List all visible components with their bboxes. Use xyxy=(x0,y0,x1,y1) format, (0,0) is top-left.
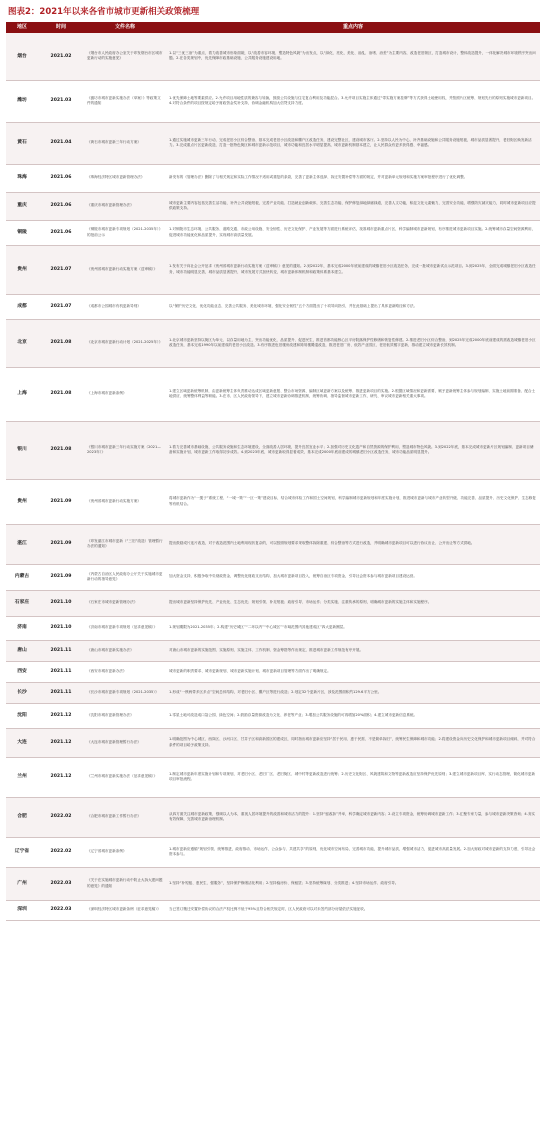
row-document-name: 《北京市城市更新行动计划（2021-2025年）》 xyxy=(84,319,166,367)
row-key-content: 对唐山市城市更新的实施范围、实施原则、实施主体、工作机制、资金筹措等作出规定，推进城市更新工作规范有序开展。 xyxy=(166,640,540,661)
row-time: 2021.12 xyxy=(38,757,84,797)
header-document-name: 文件名称 xyxy=(84,22,166,33)
table-row xyxy=(6,164,540,192)
row-key-content: 1.通过实施城市更新三年行动，完成老旧小区综合整治、基本完成老旧小区改造和棚户区改造任务，建设完整社区，建设城市客厅。2.坚持以人民为中心，补齐基础设施和公共服务设施短板，城市品质显著提升，老旧街区焕发新活力。3.完成重点片区更新改造，打造一批特色街区和城市更新示范项目，城市功能和宜居水平明显提高，城市更新机制基本建立，让人民群众有更多获得感、幸福感。 xyxy=(166,122,540,164)
row-time: 2021.10 xyxy=(38,590,84,616)
row-time: 2021.03 xyxy=(38,80,84,122)
row-key-content: 提出鼓励成片连片改造，对于改造范围内土地利用现状复杂的，可以按照规划要求采取整体拆除重建、综合整治等方式进行改造，并明确城市更新项目可以进行协议出让、公开出让等方式供地。 xyxy=(166,524,540,564)
table-body xyxy=(6,33,540,920)
table-row xyxy=(6,245,540,294)
row-document-name: 《潍坊市城市更新实施办法（草案）》等政策文件的通知 xyxy=(84,80,166,122)
table-row xyxy=(6,479,540,524)
row-city: 铜陵 xyxy=(6,220,38,245)
row-time: 2021.11 xyxy=(38,682,84,703)
row-document-name: 《黄石市城市更新三年行动方案》 xyxy=(84,122,166,164)
row-key-content: 1.城市更新应遵循“规划引领、统筹推进，政府推动、市场运作，公众参与、共建共享”的原则，优化城市空间布局，完善城市功能，提升城市品质，增强城市活力，促进城市高质量发展。2.加大财政对城市更新的支持力度，引导社会资本参与。 xyxy=(166,837,540,867)
row-time: 2021.06 xyxy=(38,192,84,220)
row-time: 2022.02 xyxy=(38,837,84,867)
table-row xyxy=(6,80,540,122)
row-time: 2021.07 xyxy=(38,245,84,294)
row-city: 合肥 xyxy=(6,797,38,837)
row-city: 长沙 xyxy=(6,682,38,703)
row-key-content: 将城市更新作为“一揽子”系统工程、“一城一策”“一区一策”建设目标，结合城市体检工作和国土空间规划，科学编制城市更新规划和年度实施计划，推进城市更新与城市产业转型升级、功能完善、品质提升、历史文化保护、生态修复等有机结合。 xyxy=(166,479,540,524)
row-time: 2021.11 xyxy=(38,640,84,661)
table-row xyxy=(6,728,540,757)
table-row xyxy=(6,797,540,837)
row-document-name: 《重庆市城市更新管理办法》 xyxy=(84,192,166,220)
row-city: 内蒙古 xyxy=(6,564,38,590)
table-row xyxy=(6,122,540,164)
header-key-content: 重点内容 xyxy=(166,22,540,33)
table-row xyxy=(6,900,540,920)
header-time: 时间 xyxy=(38,22,84,33)
table-row xyxy=(6,757,540,797)
row-time: 2022.02 xyxy=(38,797,84,837)
row-key-content: 新发布的《管理办法》删除了与相关规定和实际工作情况不适用或重复的条款，完善了更新主体选择、拆迁安置补偿等方面的规定，并对更新单元规划和实施方案审批程序进行了优化调整。 xyxy=(166,164,540,192)
table-row xyxy=(6,564,540,590)
table-row xyxy=(6,319,540,367)
row-city: 潍坊 xyxy=(6,80,38,122)
row-document-name: 《大连市城市更新管理暂行办法》 xyxy=(84,728,166,757)
row-document-name: 《内蒙古自治区人民政府办公厅关于实施城市更新行动的指导意见》 xyxy=(84,564,166,590)
table-row xyxy=(6,367,540,421)
row-city: 贵州 xyxy=(6,479,38,524)
row-time: 2021.08 xyxy=(38,421,84,479)
row-key-content: 1.零星土地可改造成口袋公园、绿色空间；2.鼓励存量资源改造为文化、养老等产业；3.增加公共服务设施的可再增加20%面积；4.建立城市更新信息系统。 xyxy=(166,703,540,728)
row-key-content: 1.制定城市更新年度实施计划和专项规划，对老旧小区、老旧厂区、老旧街区、城中村等更新改造进行统筹；2.历史文化街区、风貌建筑和文物等更新改造应坚持保护优先原则；3.建立城市更新项目库，实行动态管理，简化城市更新项目审批流程。 xyxy=(166,757,540,797)
row-document-name: 《石家庄市城市更新管理办法》 xyxy=(84,590,166,616)
table-row xyxy=(6,837,540,867)
row-time: 2021.08 xyxy=(38,319,84,367)
row-city: 广州 xyxy=(6,867,38,900)
row-time: 2021.12 xyxy=(38,728,84,757)
table-row xyxy=(6,33,540,80)
row-document-name: 《深圳经济特区城市更新条例（征求意见稿）》 xyxy=(84,900,166,920)
row-city: 黄石 xyxy=(6,122,38,164)
row-document-name: 《铜陵市城市更新专项规划（2021-2035年）》的批前公示 xyxy=(84,220,166,245)
row-document-name: 《贵州省城市更新行动实施方案》 xyxy=(84,479,166,524)
row-city: 珠海 xyxy=(6,164,38,192)
row-key-content: 提出城市更新坚持保护优先、产业优化、生态优先；规划引领、补足短板；政府引导、市场运作；分类实施、注重传承的原则，明确城市更新的实施主体和实施程序。 xyxy=(166,590,540,616)
table-row xyxy=(6,703,540,728)
policy-table xyxy=(6,22,540,921)
table-row xyxy=(6,661,540,682)
row-key-content: 以“保护历史文化、优化功能业态、完善公共服务、美化城市环境、强化安全韧性”五个方面提出了十项导向指引，并在此基础上提出了具体更新路径和方法。 xyxy=(166,294,540,319)
row-document-name: 《贵州省城市更新行动实施方案（送审稿）》 xyxy=(84,245,166,294)
row-document-name: 《辽宁省城市更新条例》 xyxy=(84,837,166,867)
row-time: 2021.04 xyxy=(38,122,84,164)
row-city: 西安 xyxy=(6,661,38,682)
row-key-content: 1.坚持“补短板、惠民生、强服务”，坚持保护修缮活化利用；2.坚持稳房价、保租赁；3.坚持统筹谋划、分类推进；4.坚持市场运作、政府引导。 xyxy=(166,867,540,900)
row-key-content: 1.以“三优三治”为重点，着力改善城市形象面貌，以“改善市容环境、塑造特色风貌”为出发点，以“绿化、亮化、美化、治乱、治堵、治差”为主要内容，改造老旧街区，打造城市设计，整体改造提升，一体化解决城市环境秩序突出问题。2.在各类规划中，优先保障市政基础设施、公共服务设施建设用地。 xyxy=(166,33,540,80)
row-key-content: 1.明确范围为中心城区、西岗区、沙河口区、甘井子区和高新园区的建成区，同时指出城市更新应坚持“居于民用、惠于民需、不是简单拆旧”，统筹民生保障和城市功能；2.将建设资金向历史文化保护和城市更新项目倾斜，并对符合条件的项目给予政策支持。 xyxy=(166,728,540,757)
row-time: 2021.06 xyxy=(38,220,84,245)
row-city: 大连 xyxy=(6,728,38,757)
row-key-content: 1.北京城市更新坚持以街区为单元、以存量用地为主，突出功能优化、品质提升、促进民生，推进首都功能核心区平房院落保护性修缮和恢复性修建。2.推进老旧小区综合整治，到2025年完成2000年底前建成的需改造城镇老旧小区改造任务，基本完成1990年以前建成的老旧小区改造。3.有序推进危旧楼房改建和简易楼腾退改造，推进老旧厂房、低效产业园区、老旧低效楼宇更新，推动建立城市更新长效机制。 xyxy=(166,319,540,367)
row-document-name: 《银川市城市更新三年行动实施方案（2021—2023年）》 xyxy=(84,421,166,479)
row-key-content: 1.形成“一核两带多区多点”空间总体结构，对老旧小区、棚户区等进行改造；2.划定32个更新片区，涉及范围面积约129.6平方公里。 xyxy=(166,682,540,703)
row-key-content: 当已签订搬迁安置补偿协议的合法产权比例不低于95%且符合相关规定时，区人民政府可以对未签约部分房屋依法实施征收。 xyxy=(166,900,540,920)
row-city: 重庆 xyxy=(6,192,38,220)
row-time: 2021.10 xyxy=(38,616,84,640)
row-key-content: 从四方面关注城市更新政策，强调以人为本，重视人居环境提升的改善和城市活力的提升：1.坚持“留改拆”并举，科学确定城市更新内容；2.设立专项资金，统筹协调城市更新工作；3.汇聚专家力量，参与城市更新决策咨询；4.务实有效保障，完善城市更新治理机制。 xyxy=(166,797,540,837)
table-row xyxy=(6,192,540,220)
row-time: 2021.09 xyxy=(38,479,84,524)
row-document-name: 《西安市城市更新办法》 xyxy=(84,661,166,682)
row-city: 辽宁省 xyxy=(6,837,38,867)
row-key-content: 城市更新主要内容包括完善生活功能、补齐公共设施短板，完善产业功能、打造就业创新载体，完善生态功能、保护修复绿地绿廊绿道，完善人文功能，积淀文化元素魅力，完善安全功能，增强防灾减灾能力，同时城市更新项目应提供政策支持。 xyxy=(166,192,540,220)
row-city: 上海 xyxy=(6,367,38,421)
table-row xyxy=(6,421,540,479)
row-key-content: 1.规划期限为2021-2035年；2.构建“历史城区”“二环以内”“中心城区”“市域范围内其他建成区”四大更新圈层。 xyxy=(166,616,540,640)
row-time: 2021.09 xyxy=(38,564,84,590)
row-key-content: 1.优先保障土地等要素供应。2.允许项目用地性质的兼容与转换，鼓励公共设施与住宅复合利用及功能混合。3.允许项目实施主体通过“带实施方案挂牌”等方式获得土地使用权，并按照片区统筹、规划先行的原则实施城市更新项目。4.对符合条件的项目按规定给予财政资金奖补支持，协调金融机构加大信贷支持力度。 xyxy=(166,80,540,122)
row-document-name: 《兰州市城市更新实施办法（征求意见稿）》 xyxy=(84,757,166,797)
row-city: 石家庄 xyxy=(6,590,38,616)
row-city: 成都 xyxy=(6,294,38,319)
table-header xyxy=(6,22,540,33)
row-key-content: 1.着力完善城市基础设施、公共服务设施和生态环境建设，全面改善人居环境，提升宜居宜业水平；2.加强对历史文化遗产和自然资源的保护利用，塑造城市特色风貌。3.到2022年底，基本完成城市更新片区规划编制、更新项目储备和实施计划，城市更新工作取得初步成效。4.到2023年底，城市更新取得显著成效，基本完成2000年底前建成的城镇老旧小区改造任务，城市功能品质明显提升。 xyxy=(166,421,540,479)
row-time: 2021.12 xyxy=(38,703,84,728)
row-time: 2021.11 xyxy=(38,661,84,682)
row-time: 2021.02 xyxy=(38,33,84,80)
table-row xyxy=(6,590,540,616)
table-row xyxy=(6,294,540,319)
row-document-name: 《珠海经济特区城市更新管理办法》 xyxy=(84,164,166,192)
table-row xyxy=(6,616,540,640)
row-city: 深圳 xyxy=(6,900,38,920)
row-city: 兰州 xyxy=(6,757,38,797)
row-time: 2021.08 xyxy=(38,367,84,421)
row-document-name: 《长沙市城市更新专项规划（2021-2035）》 xyxy=(84,682,166,703)
row-document-name: 《关于在实施城市更新行动中防止大拆大建问题的意见》的通知 xyxy=(84,867,166,900)
figure-title: 图表2：2021年以来各省市城市更新相关政策梳理 xyxy=(8,7,200,17)
row-time: 2022.03 xyxy=(38,900,84,920)
row-city: 沈阳 xyxy=(6,703,38,728)
row-document-name: 《济南市城市更新专项规划（征求意见稿）》 xyxy=(84,616,166,640)
row-city: 湛江 xyxy=(6,524,38,564)
row-key-content: 城市更新的职责要求、城市更新规划、城市更新实施计划、城市更新项目管理等方面作出了明确规定。 xyxy=(166,661,540,682)
table-row xyxy=(6,220,540,245)
row-time: 2021.07 xyxy=(38,294,84,319)
row-key-content: 1.发布关于向社会公开征求《贵州省城市更新行动实施方案（送审稿）》意见的通知。2.到2022年，基本完成2000年底前建成的城镇老旧小区改造任务，完成一批城市更新试点示范项目。3.到2025年，全面完成城镇老旧小区改造任务，城市功能明显完善，城市品质显著提升，城市发展方式加快转变，城市更新体制机制和政策体系基本建立。 xyxy=(166,245,540,294)
table-row xyxy=(6,867,540,900)
table-row xyxy=(6,524,540,564)
row-city: 唐山 xyxy=(6,640,38,661)
row-city: 烟台 xyxy=(6,33,38,80)
row-document-name: 《沈阳市城市更新管理办法》 xyxy=(84,703,166,728)
row-document-name: 《合肥市城市更新工作暂行办法》 xyxy=(84,797,166,837)
row-city: 济南 xyxy=(6,616,38,640)
header-region: 地区 xyxy=(6,22,38,33)
row-city: 银川 xyxy=(6,421,38,479)
row-document-name: 《上海市城市更新条例》 xyxy=(84,367,166,421)
row-time: 2022.03 xyxy=(38,867,84,900)
row-key-content: 加大资金支持，积极争取中央财政资金，调整优化财政支出结构，加大城市更新项目投入，统筹自治区专项资金，引导社会资本参与城市更新项目建设运营。 xyxy=(166,564,540,590)
row-document-name: 《印发湛江市城市更新（“三旧”改造）管理暂行办法的通知》 xyxy=(84,524,166,564)
row-time: 2021.06 xyxy=(38,164,84,192)
row-city: 北京 xyxy=(6,319,38,367)
row-document-name: 《烟台市人民政府办公室关于印发烟台市区城市更新行动的实施意见》 xyxy=(84,33,166,80)
row-document-name: 《唐山市城市更新实施办法》 xyxy=(84,640,166,661)
row-key-content: 1.建立区域更新统筹机制，由更新统筹主体负责推动达成区域更新意愿、整合市场资源、编制区域更新方案以及统筹、推进更新项目的实施。2.根据区域情况和更新需要，赋予更新统筹主体参与规划编制、实施土地前期准备、配合土地供应、统筹整体利益等职能。3.在市、区人民政府领导下，建立城市更新协调推进机制，统筹协调、指导监督城市更新工作，研究、审议城市更新相关重大事项。 xyxy=(166,367,540,421)
row-city: 贵州 xyxy=(6,245,38,294)
row-document-name: 《成都市公园城市有机更新导则》 xyxy=(84,294,166,319)
table-row xyxy=(6,640,540,661)
row-key-content: 1.对铜陵市生态环境、公共服务、道路交通、市政公用设施、安全韧性、历史文化保护、产业发展等方面进行系统评估，找准城市更新重点片区，科学编制城市更新规划，有序推进城市更新项目实施。2.统筹城市存量空间资源利用，促进城市功能优化和品质提升，实现城市高质量发展。 xyxy=(166,220,540,245)
table-row xyxy=(6,682,540,703)
row-time: 2021.09 xyxy=(38,524,84,564)
